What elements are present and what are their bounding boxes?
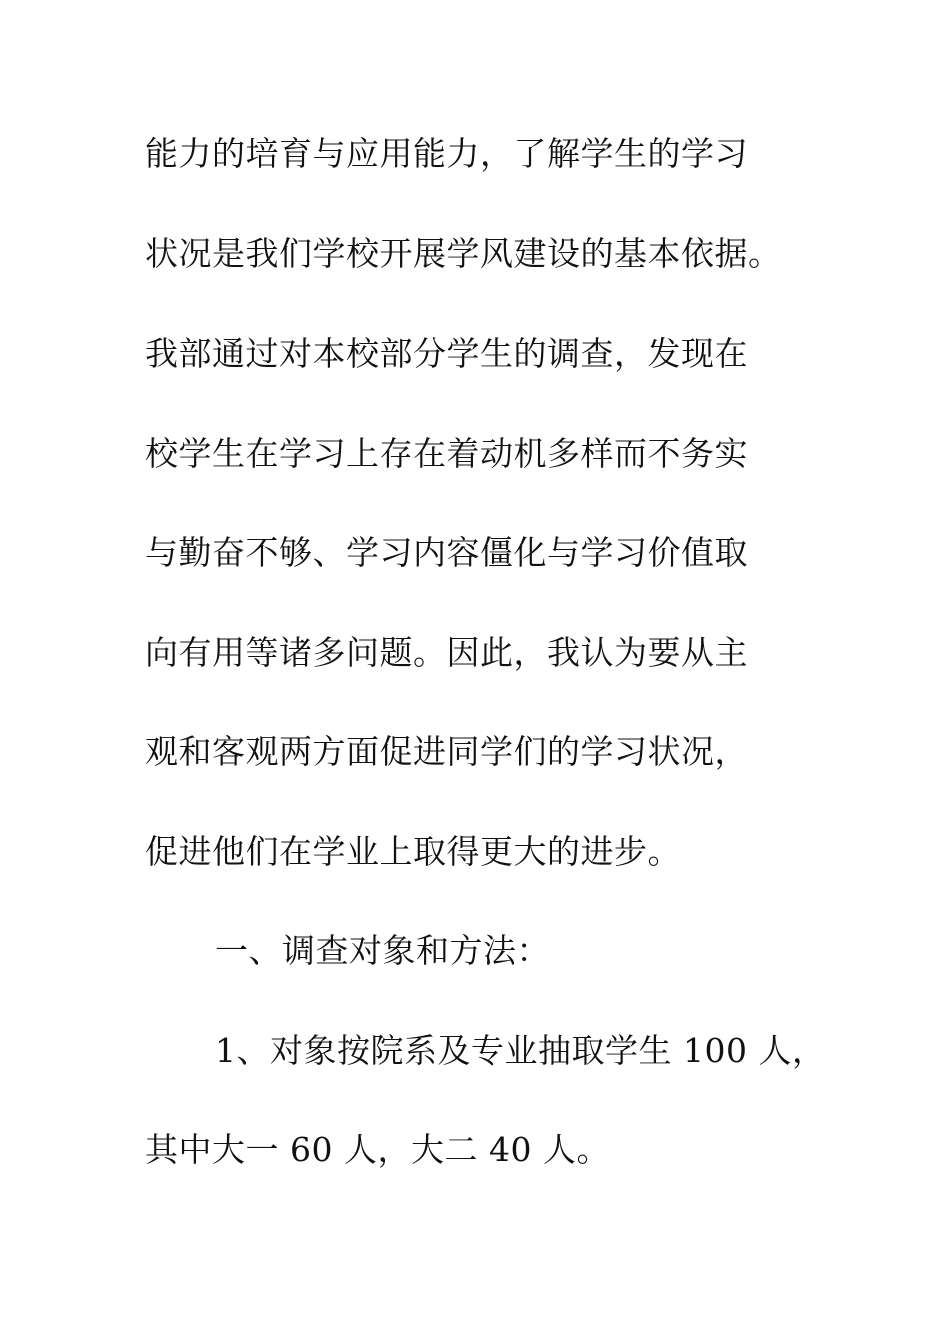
paragraph-line: 能力的培育与应用能力，了解学生的学习	[145, 134, 748, 173]
paragraph-line: 促进他们在学业上取得更大的进步。	[145, 832, 681, 871]
paragraph-line: 与勤奋不够、学习内容僵化与学习价值取	[145, 533, 748, 572]
list-item-line: 1、对象按院系及专业抽取学生 100 人，	[215, 1031, 826, 1070]
paragraph-line: 观和客观两方面促进同学们的学习状况，	[145, 732, 748, 771]
paragraph-line: 我部通过对本校部分学生的调查，发现在	[145, 334, 748, 373]
section-heading: 一、调查对象和方法：	[215, 931, 550, 970]
list-item-line: 其中大一 60 人，大二 40 人。	[145, 1130, 610, 1169]
paragraph-line: 状况是我们学校开展学风建设的基本依据。	[145, 234, 782, 273]
paragraph-line: 向有用等诸多问题。因此，我认为要从主	[145, 633, 748, 672]
paragraph-line: 校学生在学习上存在着动机多样而不务实	[145, 434, 748, 473]
